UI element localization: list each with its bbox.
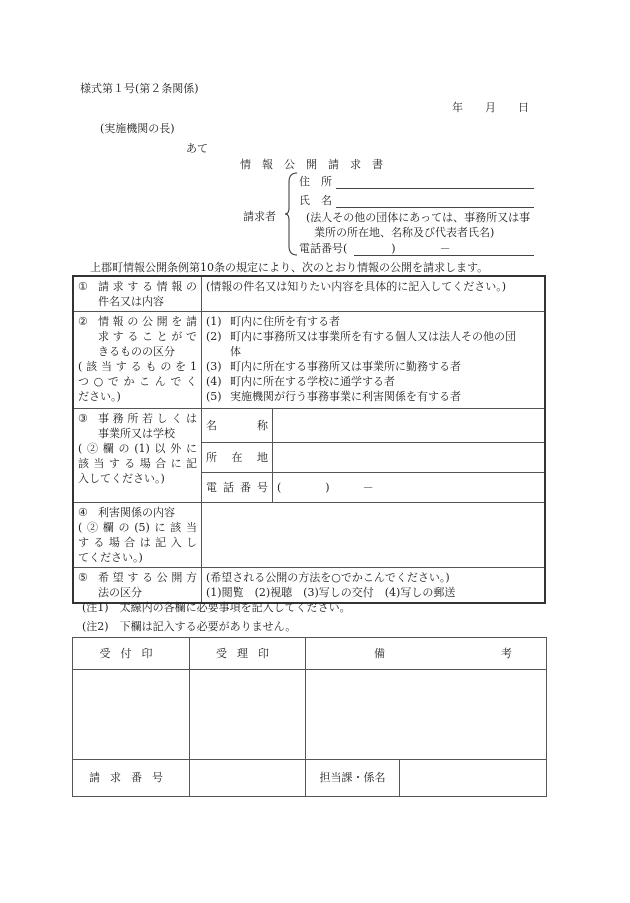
ate: あて <box>186 142 208 155</box>
requester-brace <box>285 172 299 256</box>
office-location-field[interactable] <box>273 442 545 472</box>
section-field <box>400 760 547 797</box>
row-interest <box>73 503 545 568</box>
page-title: 情 報 公 開 請 求 書 <box>240 158 383 171</box>
row-label: (②欄の(1)以外に <box>78 442 197 455</box>
date-line: 年 月 日 <box>452 101 529 114</box>
acceptance-stamp-header: 受理印 <box>190 638 306 670</box>
row-label: 利害関係の内容 <box>98 506 175 519</box>
row-label: (該当するものを1 <box>78 360 197 373</box>
note-2: (注2) 下欄は記入する必要がありません。 <box>82 620 297 633</box>
row-label: 事務所若しくは <box>98 412 197 425</box>
request-table <box>72 275 546 604</box>
row-number: ② <box>78 315 88 328</box>
row-label: 請求する情報の <box>98 280 197 293</box>
office-location-label: 所 在 地 <box>202 442 273 472</box>
recipient: (実施機関の長) <box>100 122 175 135</box>
eligibility-option-cont: 体 <box>230 345 241 358</box>
interest-field[interactable] <box>202 503 546 568</box>
info-subject-field[interactable] <box>202 276 546 312</box>
row-label: 希望する公開方 <box>98 571 197 584</box>
address-field-line[interactable] <box>336 188 534 189</box>
row-number: ① <box>78 280 88 293</box>
row-label: 法の区分 <box>98 586 142 599</box>
row-label: ださい。) <box>78 390 121 403</box>
row-label: てください。) <box>78 551 143 564</box>
note-1: (注1) 太線内の各欄に必要事項を記入してください。 <box>82 601 351 614</box>
row-label: 該当する場合に記 <box>78 457 197 470</box>
row-number: ③ <box>78 412 88 425</box>
phone-label: 電話番号( ) － <box>299 242 451 255</box>
row-info-subject <box>73 276 545 312</box>
name-label: 氏 名 <box>299 194 332 207</box>
row-method <box>73 568 545 604</box>
row-label: きるものの区分 <box>98 345 175 358</box>
eligibility-option[interactable]: (4) 町内に所在する学校に通学する者 <box>206 375 395 388</box>
row-number: ④ <box>78 506 88 519</box>
row-eligibility <box>73 312 545 409</box>
eligibility-option[interactable]: (1) 町内に住所を有する者 <box>206 315 340 328</box>
address-label: 住 所 <box>299 175 332 188</box>
receipt-stamp-header: 受付印 <box>73 638 190 670</box>
eligibility-option[interactable]: (3) 町内に所在する事務所又は事業所に勤務する者 <box>206 360 461 373</box>
row-label: 件名又は内容 <box>98 295 164 308</box>
receipt-stamp-area <box>73 670 190 760</box>
office-name-field[interactable] <box>273 409 545 442</box>
office-subtable <box>202 409 544 502</box>
section-label: 担当課・係名 <box>306 760 400 797</box>
org-note-1: (法人その他の団体にあっては、事務所又は事 <box>306 211 531 224</box>
office-phone-label: 電話番号 <box>202 472 273 502</box>
org-note-2: 業所の所在地、名称及び代表者氏名) <box>314 226 495 239</box>
eligibility-options <box>202 312 546 409</box>
row-label: (②欄の(5)に該当 <box>78 521 197 534</box>
row-number: ⑤ <box>78 571 88 584</box>
row-office <box>73 409 545 503</box>
office-phone-field[interactable]: ( ) － <box>277 480 374 494</box>
row-label: 事業所又は学校 <box>98 427 175 440</box>
method-options[interactable] <box>202 568 546 604</box>
request-number-field <box>190 760 306 797</box>
eligibility-option[interactable]: (5) 実施機関が行う事務事業に利害関係を有する者 <box>206 390 461 403</box>
requester-label: 請求者 <box>243 210 276 223</box>
office-use-table <box>72 637 547 797</box>
row-label: 入してください。) <box>78 472 165 485</box>
row-label: 求することがで <box>98 330 197 343</box>
remarks-area <box>306 670 547 760</box>
form-number: 様式第１号(第２条関係) <box>80 82 199 95</box>
intro-text: 上郡町情報公開条例第10条の規定により、次のとおり情報の公開を請求します。 <box>90 261 489 274</box>
name-field-line[interactable] <box>336 207 534 208</box>
row-label: つ○でかこんでく <box>78 375 197 388</box>
remarks-header: 備 考 <box>306 638 547 670</box>
row-label: する場合は記入し <box>78 536 197 549</box>
method-hint: (希望される公開の方法を○でかこんでください。) <box>206 571 450 584</box>
row-label: 情報の公開を請 <box>98 315 197 328</box>
info-subject-hint: (情報の件名又は知りたい内容を具体的に記入してください。) <box>206 280 507 293</box>
acceptance-stamp-area <box>190 670 306 760</box>
method-choices[interactable]: (1)閲覧 (2)視聴 (3)写しの交付 (4)写しの郵送 <box>206 586 456 599</box>
eligibility-option[interactable]: (2) 町内に事務所又は事業所を有する個人又は法人その他の団 <box>206 330 516 343</box>
phone-field-line[interactable] <box>354 255 534 256</box>
office-name-label: 名 称 <box>202 409 273 442</box>
request-number-label: 請求番号 <box>73 760 190 797</box>
